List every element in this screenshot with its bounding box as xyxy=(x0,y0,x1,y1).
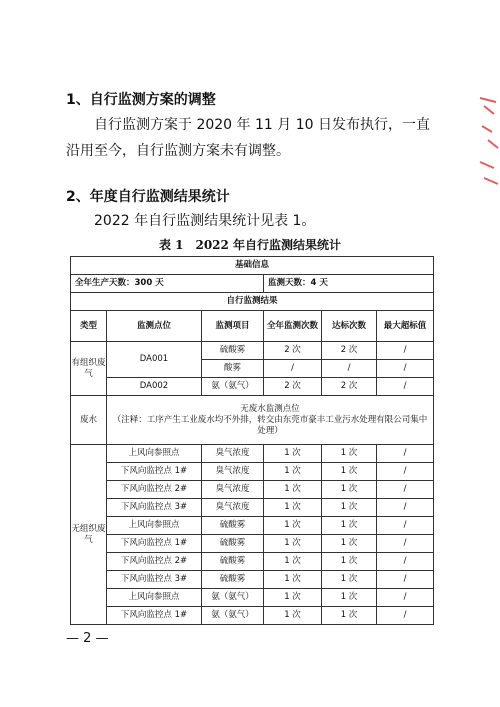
table-row xyxy=(71,396,434,445)
type-cell: 废水 xyxy=(71,396,107,445)
table-row xyxy=(71,463,434,481)
table-row xyxy=(71,342,434,360)
column-header: 全年监测次数 xyxy=(264,311,322,342)
column-header: 类型 xyxy=(71,311,107,342)
point-cell: 下风向监控点 3# xyxy=(107,499,202,517)
page-number: — 2 — xyxy=(66,631,109,646)
point-cell: 下风向监控点 1# xyxy=(107,463,202,481)
max-cell: / xyxy=(377,481,434,499)
production-days: 全年生产天数：300 天 xyxy=(71,275,264,293)
item-cell: 臭气浓度 xyxy=(202,463,264,481)
table-caption: 表 1 2022 年自行监测结果统计 xyxy=(158,238,342,252)
item-cell: 硫酸雾 xyxy=(202,342,264,360)
section-paragraph-1: 自行监测方案于 2020 年 11 月 10 日发布执行，一直沿用至今，自行监测方案未有调整。 xyxy=(66,117,430,159)
table-row xyxy=(71,517,434,535)
table-row xyxy=(71,589,434,607)
max-cell: / xyxy=(377,553,434,571)
column-header: 监测点位 xyxy=(107,311,202,342)
point-cell: 上风向参照点 xyxy=(107,445,202,463)
pass-cell: 1 次 xyxy=(322,517,377,535)
count-cell: 1 次 xyxy=(264,463,322,481)
count-cell: 1 次 xyxy=(264,571,322,589)
count-cell: 1 次 xyxy=(264,535,322,553)
pass-cell: 1 次 xyxy=(322,445,377,463)
column-header: 达标次数 xyxy=(322,311,377,342)
results-title: 自行监测结果 xyxy=(71,293,434,311)
pass-cell: / xyxy=(322,360,377,378)
point-cell: 下风向监控点 1# xyxy=(107,535,202,553)
point-cell: 上风向参照点 xyxy=(107,589,202,607)
count-cell: 1 次 xyxy=(264,517,322,535)
max-cell: / xyxy=(377,378,434,396)
max-cell: / xyxy=(377,571,434,589)
pass-cell: 1 次 xyxy=(322,535,377,553)
type-cell: 无组织废气 xyxy=(71,445,107,625)
item-cell: 氨（氨气） xyxy=(202,607,264,625)
pass-cell: 1 次 xyxy=(322,607,377,625)
point-cell: 上风向参照点 xyxy=(107,517,202,535)
monitoring-days: 监测天数：4 天 xyxy=(264,275,434,293)
pass-cell: 1 次 xyxy=(322,589,377,607)
pass-cell: 1 次 xyxy=(322,481,377,499)
point-cell: 下风向监控点 1# xyxy=(107,607,202,625)
wastewater-line-2: （注释：工序产生工业废水均不外排，转交由东莞市豪丰工业污水处理有限公司集中处理） xyxy=(112,414,428,436)
point-cell: 下风向监控点 2# xyxy=(107,553,202,571)
wastewater-line-1: 无废水监测点位 xyxy=(240,403,300,414)
count-cell: 2 次 xyxy=(264,378,322,396)
table-row xyxy=(71,445,434,463)
basic-info-title: 基础信息 xyxy=(71,257,434,275)
item-cell: 硫酸雾 xyxy=(202,535,264,553)
count-cell: 1 次 xyxy=(264,445,322,463)
max-cell: / xyxy=(377,499,434,517)
count-cell: / xyxy=(264,360,322,378)
count-cell: 1 次 xyxy=(264,499,322,517)
type-cell: 有组织废气 xyxy=(71,342,107,396)
pass-cell: 1 次 xyxy=(322,463,377,481)
item-cell: 臭气浓度 xyxy=(202,481,264,499)
count-cell: 1 次 xyxy=(264,553,322,571)
table-row xyxy=(71,571,434,589)
table-row xyxy=(71,607,434,625)
item-cell: 臭气浓度 xyxy=(202,445,264,463)
count-cell: 2 次 xyxy=(264,342,322,360)
item-cell: 氨（氨气） xyxy=(202,589,264,607)
max-cell: / xyxy=(377,535,434,553)
section-heading-1: 1、自行监测方案的调整 xyxy=(66,92,216,108)
section-paragraph-2: 2022 年自行监测结果统计见表 1。 xyxy=(94,213,316,229)
monitoring-results-table xyxy=(70,256,434,625)
column-header: 最大超标值 xyxy=(377,311,434,342)
item-cell: 酸雾 xyxy=(202,360,264,378)
table-row xyxy=(71,481,434,499)
max-cell: / xyxy=(377,607,434,625)
column-header: 监测项目 xyxy=(202,311,264,342)
table-row xyxy=(71,378,434,396)
table-row xyxy=(71,499,434,517)
max-cell: / xyxy=(377,360,434,378)
table-row xyxy=(71,553,434,571)
count-cell: 1 次 xyxy=(264,481,322,499)
pass-cell: 2 次 xyxy=(322,378,377,396)
table-row xyxy=(71,535,434,553)
pass-cell: 1 次 xyxy=(322,499,377,517)
point-cell: 下风向监控点 2# xyxy=(107,481,202,499)
point-cell: 下风向监控点 3# xyxy=(107,571,202,589)
point-cell: DA002 xyxy=(107,378,202,396)
red-stamp-fragment xyxy=(474,92,500,192)
item-cell: 硫酸雾 xyxy=(202,571,264,589)
max-cell: / xyxy=(377,589,434,607)
point-cell: DA001 xyxy=(107,342,202,378)
max-cell: / xyxy=(377,517,434,535)
wastewater-note-cell xyxy=(107,396,434,445)
max-cell: / xyxy=(377,342,434,360)
item-cell: 氨（氨气） xyxy=(202,378,264,396)
count-cell: 1 次 xyxy=(264,589,322,607)
section-heading-2: 2、年度自行监测结果统计 xyxy=(66,189,230,205)
pass-cell: 2 次 xyxy=(322,342,377,360)
item-cell: 硫酸雾 xyxy=(202,553,264,571)
max-cell: / xyxy=(377,463,434,481)
count-cell: 1 次 xyxy=(264,607,322,625)
max-cell: / xyxy=(377,445,434,463)
item-cell: 臭气浓度 xyxy=(202,499,264,517)
pass-cell: 1 次 xyxy=(322,553,377,571)
pass-cell: 1 次 xyxy=(322,571,377,589)
item-cell: 硫酸雾 xyxy=(202,517,264,535)
